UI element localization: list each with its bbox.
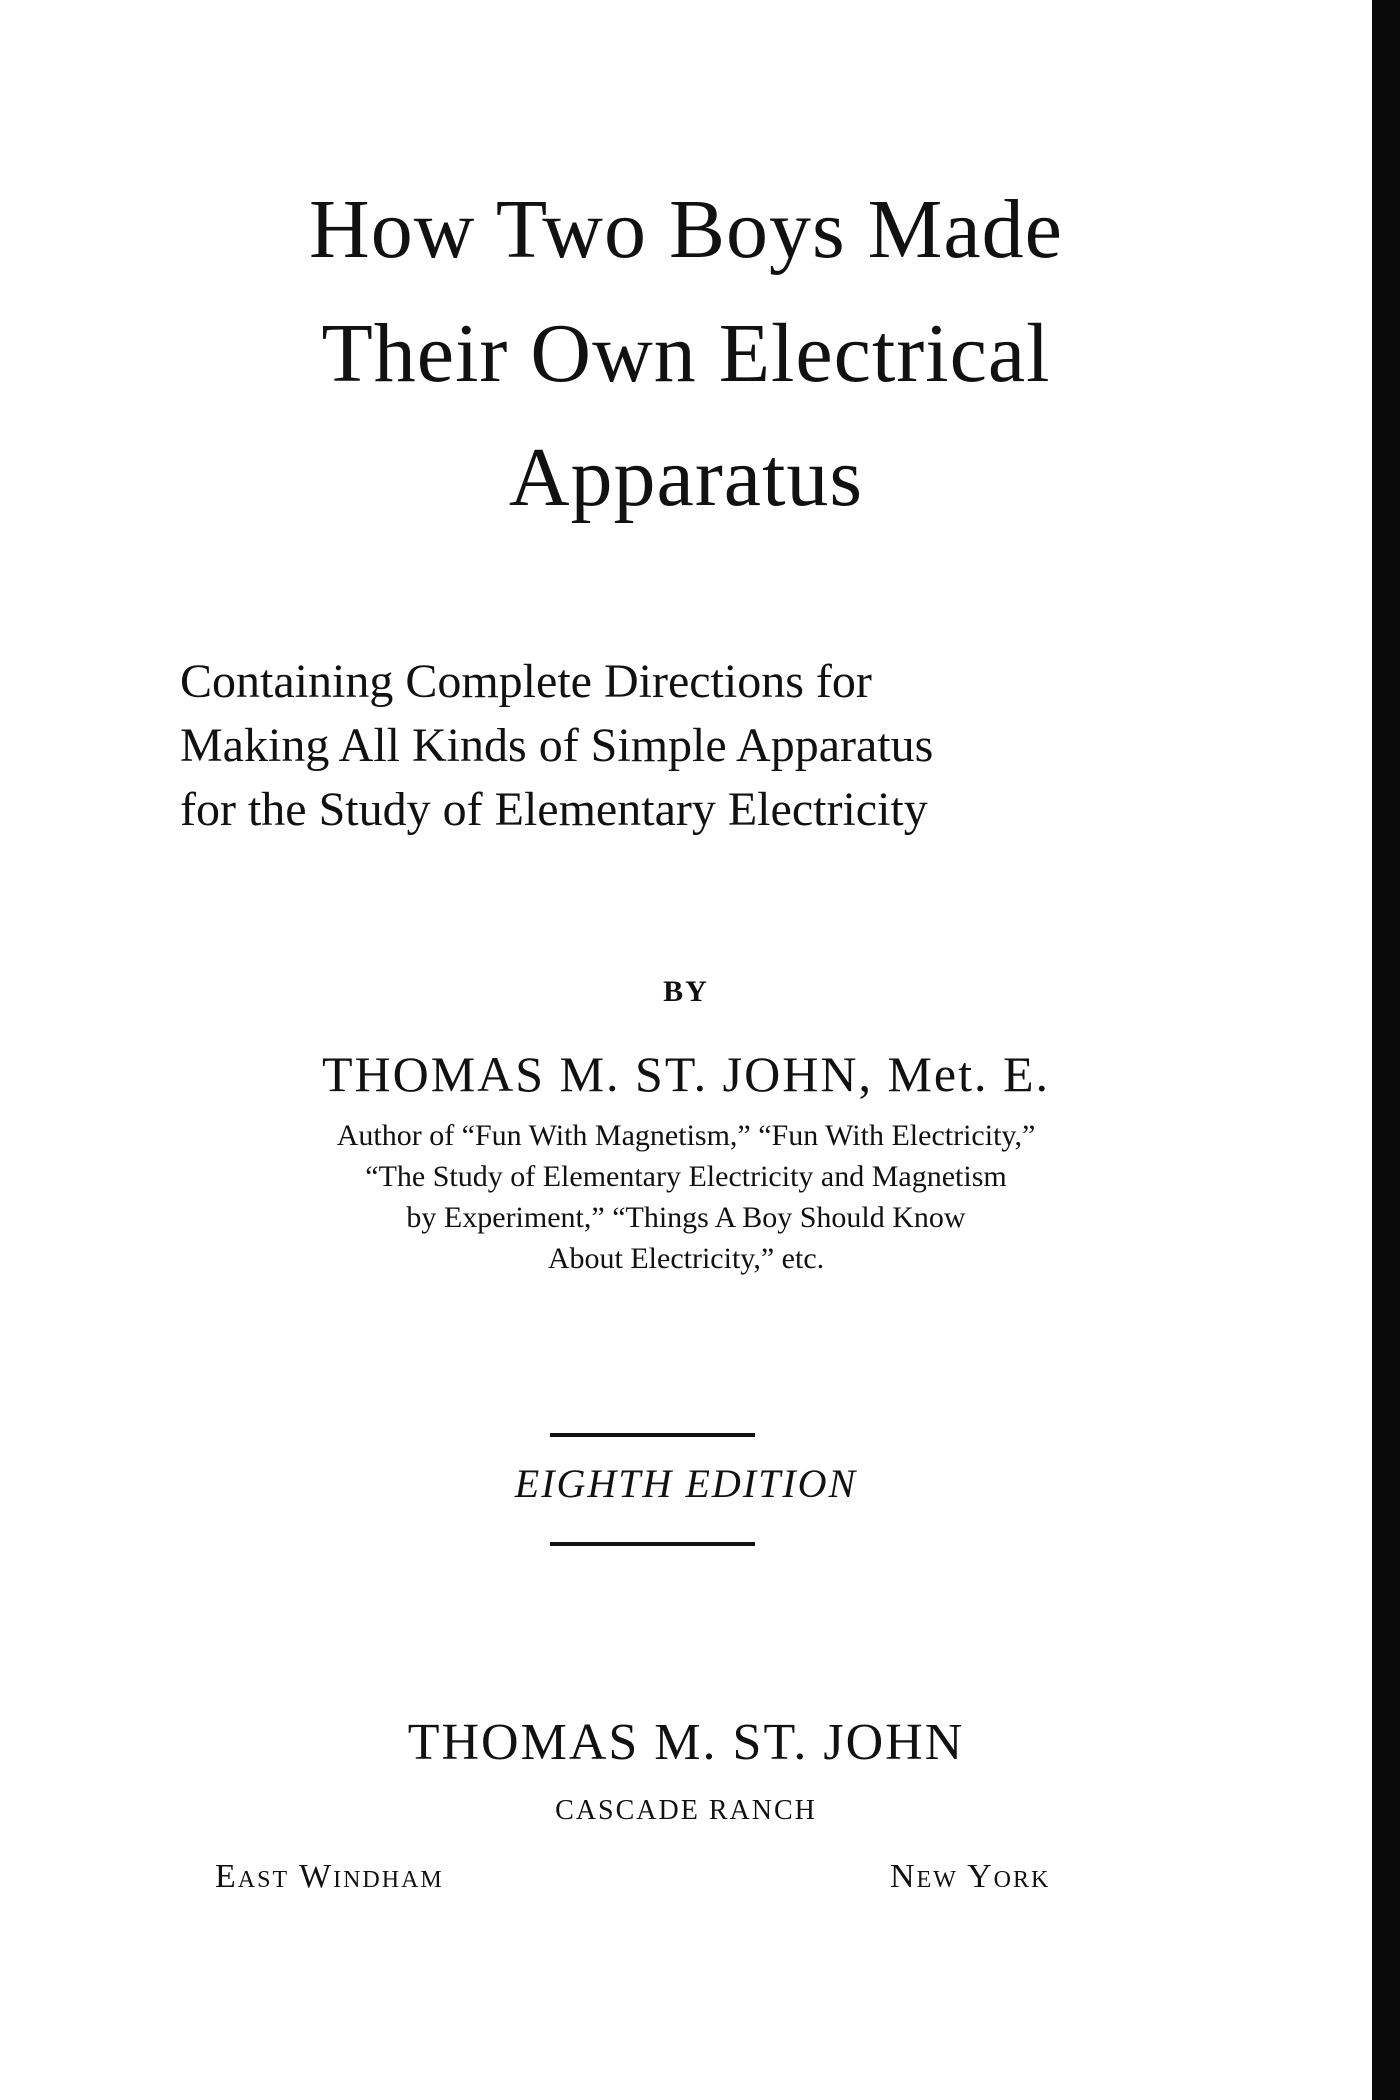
edition-rule-bottom [550,1542,755,1546]
subtitle-line: Making All Kinds of Simple Apparatus [180,719,934,772]
other-works-line: by Experiment,” “Things A Boy Should Know [406,1201,966,1234]
other-works [0,1115,1372,1279]
byline: BY [663,975,709,1008]
title-line: Their Own Electrical [321,307,1051,400]
other-works-line: About Electricity,” etc. [547,1242,825,1275]
subtitle-line: for the Study of Elementary Electricity [180,783,928,836]
title-line: How Two Boys Made [309,183,1063,276]
subtitle-line: Containing Complete Directions for [180,655,872,708]
publisher-name: THOMAS M. ST. JOHN [407,1714,965,1771]
other-works-line: Author of “Fun With Magnetism,” “Fun With Electricity,” [336,1119,1036,1152]
publisher-location: CASCADE RANCH [555,1795,817,1826]
book-title [0,168,1372,540]
publisher-state: New York [890,1858,1051,1895]
author-name: THOMAS M. ST. JOHN, Met. E. [321,1046,1051,1102]
edition-rule-top [550,1433,755,1437]
publisher-city: East Windham [215,1858,444,1895]
title-line: Apparatus [508,431,864,524]
other-works-line: “The Study of Elementary Electricity and Magnetism [365,1160,1007,1193]
scan-edge-bar [1372,0,1400,2100]
book-subtitle [180,650,1120,842]
edition-label: EIGHTH EDITION [514,1461,858,1506]
